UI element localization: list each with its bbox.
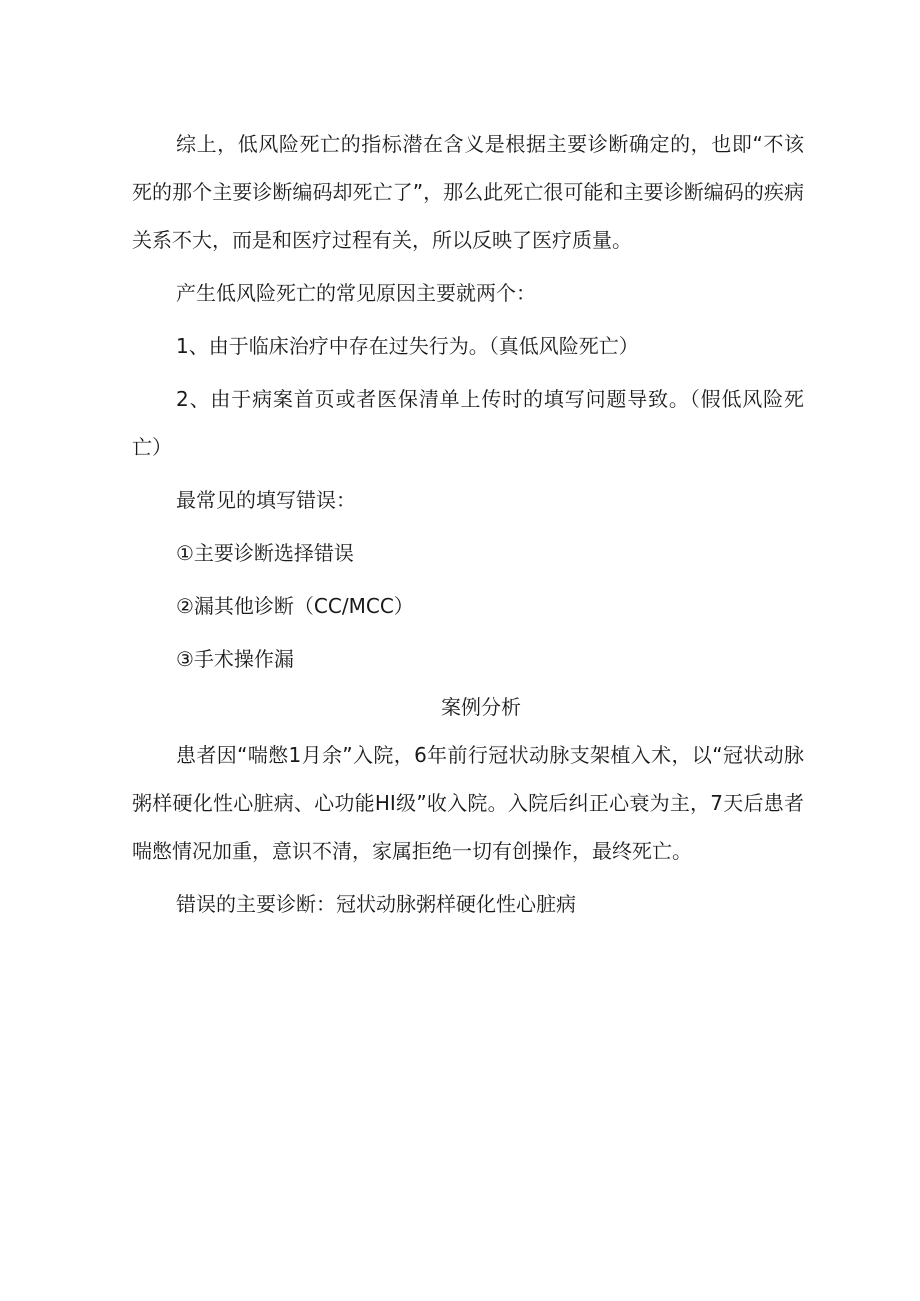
errors-heading: 最常见的填写错误： xyxy=(176,488,356,512)
document-body xyxy=(132,120,804,928)
cause-item-2: 2、由于病案首页或者医保清单上传时的填写问题导致。（假低风险死亡） xyxy=(132,387,804,459)
case-paragraph: 患者因“喘憋1月余”入院，6年前行冠状动脉支架植入术，以“冠状动脉粥样硬化性心脏病、心功能HI级”收入院。入院后纠正心衰为主，7天后患者喘憋情况加重，意识不清，家属拒绝一切有创操作，最终死亡。 xyxy=(132,743,804,863)
summary-paragraph: 综上，低风险死亡的指标潜在含义是根据主要诊断确定的，也即“不该死的那个主要诊断编码却死亡了”，那么此死亡很可能和主要诊断编码的疾病关系不大，而是和医疗过程有关，所以反映了医疗质量。 xyxy=(132,132,804,252)
error-item-2: ②漏其他诊断（CC/MCC） xyxy=(176,594,414,618)
cause-item-1: 1、由于临床治疗中存在过失行为。（真低风险死亡） xyxy=(176,334,639,358)
case-title: 案例分析 xyxy=(441,695,521,719)
error-item-3: ③手术操作漏 xyxy=(176,647,294,671)
error-item-1: ①主要诊断选择错误 xyxy=(176,541,354,565)
causes-intro: 产生低风险死亡的常见原因主要就两个： xyxy=(176,281,536,305)
wrong-diagnosis: 错误的主要诊断：冠状动脉粥样硬化性心脏病 xyxy=(176,892,576,916)
